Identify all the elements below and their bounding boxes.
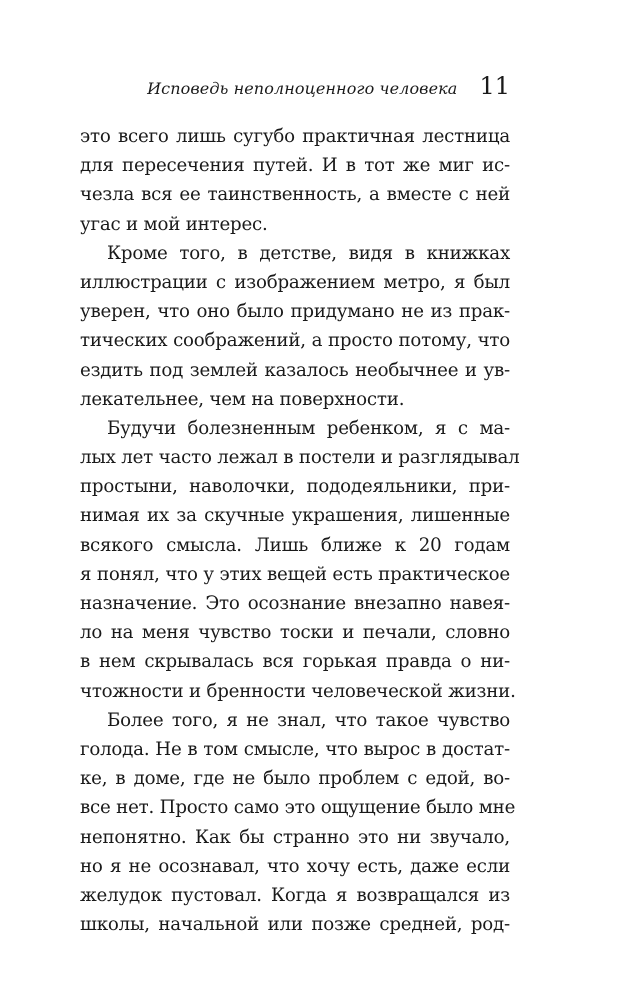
text-line: тических соображений, а просто потому, что	[80, 330, 510, 352]
text-line: чтожности и бренности человеческой жизни.	[80, 680, 516, 702]
text-line: желудок пустовал. Когда я возвращался из	[80, 884, 510, 906]
text-line: простыни, наволочки, пододеяльники, при-	[80, 476, 510, 498]
text-line: лых лет часто лежал в постели и разглядывал	[80, 447, 520, 469]
text-line: чезла вся ее таинственность, а вместе с ней	[80, 184, 510, 206]
text-line: уверен, что оно было придумано не из прак-	[80, 301, 510, 323]
running-title: Исповедь неполноценного человека	[147, 79, 458, 98]
text-line: Будучи болезненным ребенком, я с ма-	[107, 417, 510, 439]
text-line: ке, в доме, где не было проблем с едой, во-	[80, 768, 510, 790]
text-line: в нем скрывалась вся горькая правда о ни-	[80, 651, 510, 673]
text-line: Кроме того, в детстве, видя в книжках	[107, 242, 510, 264]
text-line: всякого смысла. Лишь ближе к 20 годам	[80, 534, 510, 556]
text-line: Более того, я не знал, что такое чувство	[107, 709, 510, 731]
running-head	[80, 72, 510, 106]
text-line: лекательнее, чем на поверхности.	[80, 388, 405, 410]
text-line: непонятно. Как бы странно это ни звучало,	[80, 826, 510, 848]
text-line: но я не осознавал, что хочу есть, даже если	[80, 855, 510, 877]
text-line: школы, начальной или позже средней, род-	[80, 914, 510, 936]
text-line: нимая их за скучные украшения, лишенные	[80, 505, 510, 527]
text-line: иллюстрации с изображением метро, я был	[80, 271, 510, 293]
text-line: угас и мой интерес.	[80, 213, 268, 235]
body-text	[80, 122, 520, 939]
page-number: 11	[479, 72, 510, 100]
text-line: ездить под землей казалось необычнее и ув-	[80, 359, 510, 381]
text-line: голода. Не в том смысле, что вырос в достат-	[80, 738, 510, 760]
text-line: ло на меня чувство тоски и печали, словно	[80, 622, 510, 644]
text-line: я понял, что у этих вещей есть практическое	[80, 563, 510, 585]
text-line: это всего лишь сугубо практичная лестница	[80, 126, 510, 147]
text-line: все нет. Просто само это ощущение было мне	[80, 797, 516, 819]
text-line: для пересечения путей. И в тот же миг ис-	[80, 155, 510, 177]
text-line: назначение. Это осознание внезапно навея-	[80, 593, 510, 614]
